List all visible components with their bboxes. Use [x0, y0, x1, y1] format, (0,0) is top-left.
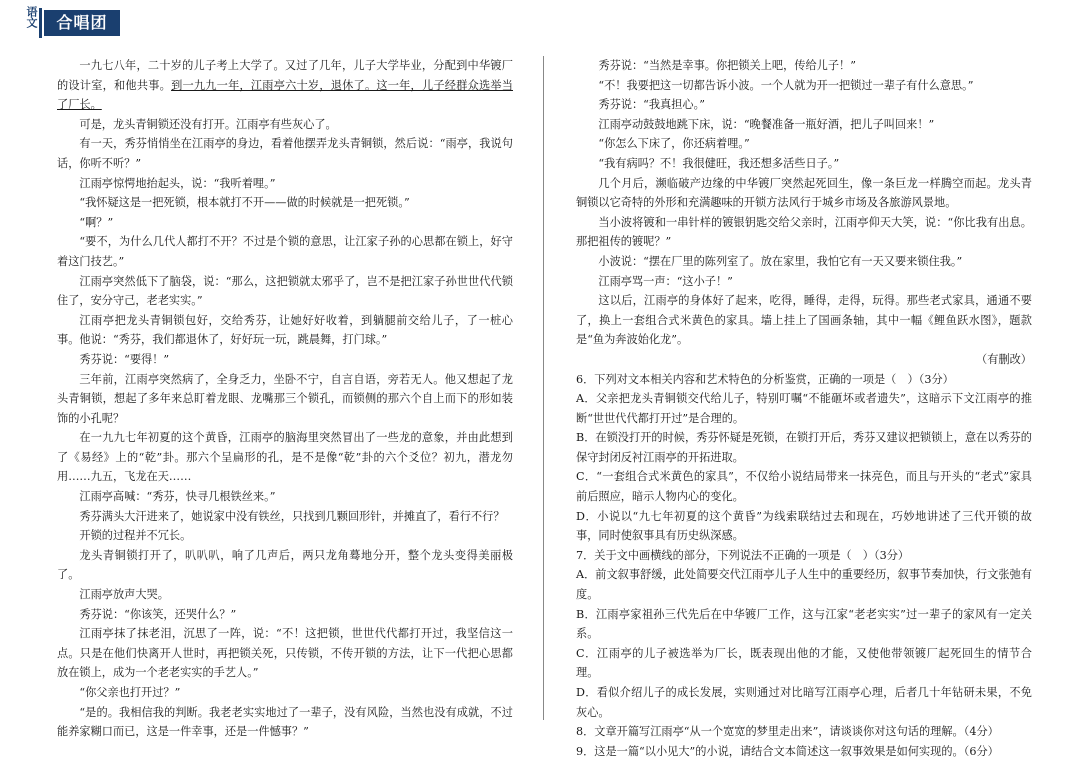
- question-6: 6．下列对文本相关内容和艺术特色的分析鉴赏，正确的一项是（ ）（3分）: [576, 372, 954, 386]
- question-6-option-b: B．在锁没打开的时候，秀芬怀疑是死锁，在锁打开后，秀芬又建议把锁锁上，意在以秀芬的保守封闭反衬江雨亭的开拓进取。: [576, 431, 1032, 464]
- column-divider: [543, 56, 544, 720]
- source-credit: （有删改）: [976, 352, 1032, 366]
- paragraph: “要不，为什么几代人都打不开？不过是个锁的意思，让江家子孙的心思都在锁上，好守着这门技艺。”: [57, 235, 513, 268]
- question-7-option-c: C．江雨亭的儿子被选举为厂长，既表现出他的才能，又使他带领镀厂起死回生的情节合理。: [576, 646, 1032, 680]
- paragraph: 当小波将镀和一串针样的镀银钥匙交给父亲时，江雨亭仰天大笑，说：“你比我有出息。那把祖传的镀呢？”: [576, 215, 1032, 249]
- paragraph: 开锁的过程并不冗长。: [79, 529, 192, 543]
- paragraph: “我怀疑这是一把死锁，根本就打不开——做的时候就是一把死锁。”: [79, 196, 410, 210]
- paragraph: 江雨亭突然低下了脑袋，说：“那么，这把锁就太邪乎了，岂不是把江家子孙世世代代锁住了，安分守己，老老实实。”: [57, 274, 513, 308]
- paragraph: 江雨亭动鼓鼓地跳下床，说：“晚餐准备一瓶好酒，把儿子叫回来！”: [598, 117, 935, 131]
- question-7-option-a: A．前文叙事舒缓，此处简要交代江雨亭儿子人生中的重要经历，叙事节奏加快，行文张弛有度。: [576, 568, 1032, 602]
- paragraph: 江雨亭惊愕地抬起头，说：“我听着哩。”: [79, 176, 276, 190]
- logo-divider: [39, 8, 42, 38]
- question-7: 7．关于文中画横线的部分，下列说法不正确的一项是（ ）（3分）: [576, 548, 910, 562]
- paragraph: 龙头青铜锁打开了，叭叭叭，响了几声后，两只龙角蓦地分开，整个龙头变得美丽极了。: [57, 548, 513, 582]
- paragraph: 江雨亭抹了抹老泪，沉思了一阵，说：“不！这把锁，世世代代都打开过，我坚信这一点。只是在他们快离开人世时，再把锁关死，只传锁，不传开锁的方法，让下一代把心思都放在锁上，成为一个老老实实的手艺人。”: [57, 627, 513, 680]
- question-6-option-a: A．父亲把龙头青铜锁交代给儿子，特别叮嘱“不能砸坏或者遗失”，这暗示下文江雨亭的推断“世世代代都打开过”是合理的。: [576, 392, 1032, 425]
- paragraph: 几个月后，濒临破产边缘的中华镀厂突然起死回生，像一条巨龙一样腾空而起。龙头青铜锁以它奇特的外形和充满趣味的开锁方法风行于城乡市场及各旅游风景地。: [576, 176, 1032, 210]
- question-7-option-b: B．江雨亭家祖孙三代先后在中华镀厂工作，这与江家“老老实实”过一辈子的家风有一定关系。: [576, 607, 1032, 641]
- paragraph: “你怎么下床了，你还病着哩。”: [598, 137, 750, 151]
- paragraph: 小波说：“摆在厂里的陈列室了。放在家里，我怕它有一天又要来锁住我。”: [598, 254, 963, 268]
- right-column: [576, 56, 1032, 761]
- paragraph: “是的。我相信我的判断。我老老实实地过了一辈子，没有风险，当然也没有成就，不过能养家糊口而已，这是一件幸事，还是一件憾事？”: [57, 705, 513, 739]
- paragraph: 在一九九七年初夏的这个黄昏，江雨亭的脑海里突然冒出了一些龙的意象，并由此想到了《易经》上的“乾”卦。那六个呈扁形的孔，是不是像“乾”卦的六个爻位？初九，潜龙勿用……九五，飞龙在天……: [57, 431, 513, 484]
- question-6-option-d: D．小说以“九七年初夏的这个黄昏”为线索联结过去和现在，巧妙地讲述了三代开锁的故事，同时使叙事具有历史纵深感。: [576, 509, 1032, 543]
- paragraph: 可是，龙头青铜锁还没有打开。江雨亭有些灰心了。: [79, 117, 337, 131]
- paragraph-text: 一九七八年，二十岁的儿子考上大学了。又过了几年，儿子大学毕业，分配到中华镀厂的设计室，和他共事。: [57, 59, 513, 92]
- paragraph: 有一天，秀芬悄悄坐在江雨亭的身边，看着他摆弄龙头青铜锁，然后说：“雨亭，我说句话，你听不听？”: [57, 137, 513, 170]
- paragraph: 秀芬说：“你该笑，还哭什么？”: [79, 607, 237, 621]
- underlined-passage: 到一九九一年，江雨亭六十岁，退休了。这一年，儿子经群众选举当了厂长。: [57, 78, 513, 112]
- paragraph: “我有病吗？不！我很健旺，我还想多活些日子。”: [598, 156, 840, 170]
- logo: [22, 6, 108, 40]
- paragraph: 江雨亭放声大哭。: [79, 588, 169, 602]
- paragraph: 江雨亭高喊：“秀芬，快寻几根铁丝来。”: [79, 490, 276, 504]
- paragraph: 三年前，江雨亭突然病了，全身乏力，坐卧不宁，自言自语，旁若无人。他又想起了龙头青铜锁，想起了多年来总盯着龙眼、龙嘴那三个锁孔，而锁侧的那六个自上而下的形如装饰的小孔呢？: [57, 372, 513, 425]
- paragraph: [57, 56, 513, 115]
- question-7-option-d: D．看似介绍儿子的成长发展，实则通过对比暗写江雨亭心理，后者几十年钻研未果，不免灰心。: [576, 686, 1032, 719]
- paragraph: 秀芬说：“当然是幸事。你把锁关上吧，传给儿子！”: [598, 59, 856, 72]
- paragraph: “你父亲也打开过？”: [79, 686, 181, 699]
- paragraph: 江雨亭骂一声：“这小子！”: [598, 274, 733, 288]
- question-8: 8．文章开篇写江雨亭“从一个宽宽的梦里走出来”，请谈谈你对这句话的理解。（4分）: [576, 725, 999, 739]
- paragraph: “不！我要把这一切都告诉小波。一个人就为开一把锁过一辈子有什么意思。”: [598, 78, 974, 92]
- paragraph: 秀芬说：“要得！”: [79, 352, 170, 366]
- paragraph: 这以后，江雨亭的身体好了起来，吃得，睡得，走得，玩得。那些老式家具，通通不要了，换上一套组合式米黄色的家具。墙上挂上了国画条轴，其中一幅《鲤鱼跃水图》，题款是“鱼为奔波始化龙”。: [576, 294, 1032, 347]
- logo-vertical-text: 语文: [25, 6, 38, 28]
- question-6-option-c: C．“一套组合式米黄色的家具”，不仅给小说结局带来一抹亮色，而且与开头的“老式”家具前后照应，暗示人物内心的变化。: [576, 470, 1032, 504]
- paragraph: 江雨亭把龙头青铜锁包好，交给秀芬，让她好好收着，到躺腿前交给儿子，了一桩心事。他说：“秀芬，我们都退休了，好好玩一玩，跳晨舞，打门球。”: [57, 313, 513, 347]
- paragraph: “啊？”: [79, 215, 114, 229]
- question-9: 9．这是一篇“以小见大”的小说，请结合文本简述这一叙事效果是如何实现的。（6分）: [576, 744, 999, 758]
- logo-main-text: 合唱团: [44, 10, 120, 36]
- paragraph: 秀芬说：“我真担心。”: [598, 98, 705, 112]
- paragraph: 秀芬满头大汗进来了，她说家中没有铁丝，只找到几颗回形针，并摊直了，看行不行？: [79, 509, 505, 523]
- left-column: [57, 56, 513, 742]
